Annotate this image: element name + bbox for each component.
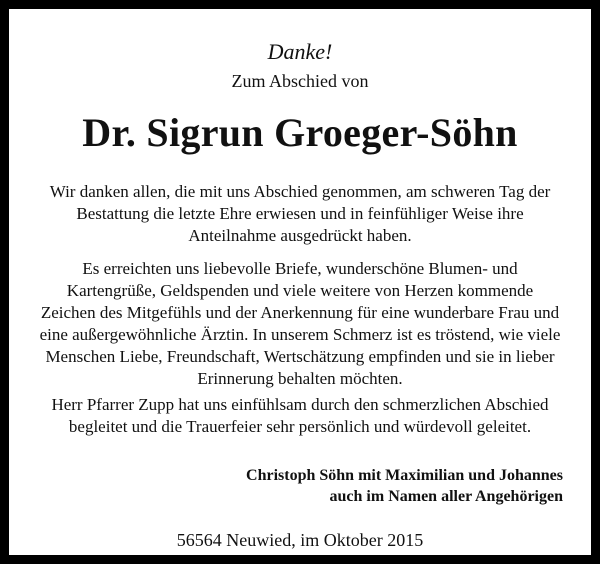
thanks-paragraph-2: Es erreichten uns liebevolle Briefe, wunderschöne Blumen- und Kartengrüße, Geldspenden und viele weitere von Herzen kommende Zeichen des Mitgefühls und der Anerkennung für eine wunderbare Frau und eine außergewöhnliche Ärztin. In unserem Schmerz ist es tröstend, wie viele Menschen Liebe, Freundschaft, Wertschätzung empfinden und sie in lieber Erinnerung behalten möchten. bbox=[39, 259, 561, 388]
notice-subheading: Zum Abschied von bbox=[231, 71, 369, 91]
signature-block bbox=[246, 465, 563, 507]
place-date: 56564 Neuwied, im Oktober 2015 bbox=[176, 530, 424, 550]
notice-heading: Danke! bbox=[267, 39, 333, 64]
thanks-paragraph-1: Wir danken allen, die mit uns Abschied genommen, am schweren Tag der Bestattung die letzte Ehre erwiesen und in feinfühliger Weise ihre Anteilnahme ausgedrückt haben. bbox=[49, 182, 551, 245]
thanks-paragraph-3: Herr Pfarrer Zupp hat uns einfühlsam durch den schmerzlichen Abschied begleitet und die Trauerfeier sehr persönlich und würdevoll geleitet. bbox=[51, 395, 549, 436]
deceased-name: Dr. Sigrun Groeger-Söhn bbox=[82, 110, 518, 155]
signature-line-2: auch im Namen aller Angehörigen bbox=[329, 488, 563, 505]
signature-line-1: Christoph Söhn mit Maximilian und Johannes bbox=[246, 467, 563, 484]
